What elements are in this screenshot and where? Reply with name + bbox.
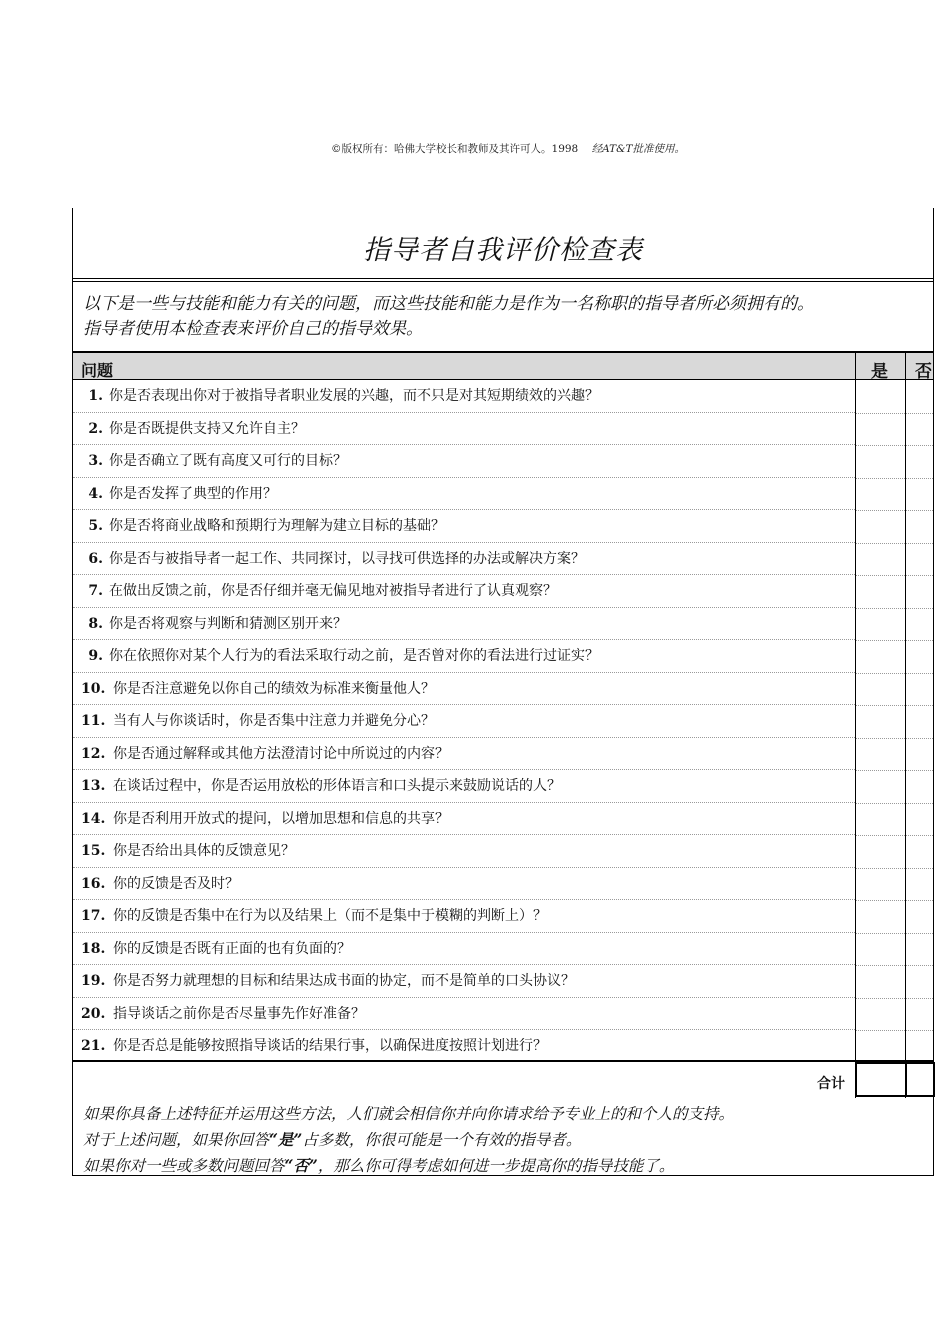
question-row xyxy=(73,608,855,641)
question-number: 13. xyxy=(81,778,106,794)
answer-yes-cell[interactable] xyxy=(856,803,905,837)
checklist-form xyxy=(72,208,934,1176)
question-number: 11. xyxy=(81,713,106,729)
question-text: 你是否努力就理想的目标和结果达成书面的协定，而不是简单的口头协议？ xyxy=(113,973,575,989)
answer-no-cell[interactable] xyxy=(906,608,933,642)
intro-text xyxy=(83,292,923,342)
answer-no-cell[interactable] xyxy=(906,803,933,837)
question-text: 你的反馈是否及时？ xyxy=(113,875,239,892)
question-row xyxy=(73,803,855,836)
answer-yes-cell[interactable] xyxy=(856,478,905,512)
answer-yes-cell[interactable] xyxy=(856,543,905,577)
answer-no-cell[interactable] xyxy=(906,478,933,512)
answer-no-cell[interactable] xyxy=(906,1030,933,1063)
answer-yes-cell[interactable] xyxy=(856,868,905,902)
answer-no-cell[interactable] xyxy=(906,380,933,414)
answer-no-cell[interactable] xyxy=(906,413,933,447)
question-text: 指导谈话之前你是否尽量事先作好准备？ xyxy=(113,1005,365,1022)
intro-line-2: 指导者使用本检查表来评价自己的指导效果。 xyxy=(83,319,423,339)
answer-yes-cell[interactable] xyxy=(856,770,905,804)
approval-text: 经AT&T批准使用。 xyxy=(591,143,685,155)
answer-yes-cell[interactable] xyxy=(856,1030,905,1063)
title-divider xyxy=(73,278,933,282)
form-bottom-edge xyxy=(72,1175,934,1176)
question-text: 你是否既提供支持又允许自主？ xyxy=(109,420,305,437)
answer-yes-cell[interactable] xyxy=(856,445,905,479)
answer-no-cell[interactable] xyxy=(906,510,933,544)
question-number: 21. xyxy=(81,1038,106,1054)
answer-no-cell[interactable] xyxy=(906,900,933,934)
table-header xyxy=(73,353,933,380)
question-text: 你是否表现出你对于被指导者职业发展的兴趣，而不只是对其短期绩效的兴趣？ xyxy=(109,388,599,404)
question-text: 你是否发挥了典型的作用？ xyxy=(109,485,277,502)
question-number: 6. xyxy=(88,550,103,567)
question-text: 你是否将观察与判断和猜测区别开来？ xyxy=(109,615,347,632)
question-number: 9. xyxy=(88,648,103,664)
question-text: 你是否将商业战略和预期行为理解为建立目标的基础？ xyxy=(109,518,445,534)
question-text: 你在依照你对某个人行为的看法采取行动之前，是否曾对你的看法进行过证实？ xyxy=(109,648,599,664)
answer-yes-cell[interactable] xyxy=(856,738,905,772)
question-text: 你是否总是能够按照指导谈话的结果行事，以确保进度按照计划进行？ xyxy=(113,1038,547,1054)
footer-line-1: 如果你具备上述特征并运用这些方法，人们就会相信你并向你请求给予专业上的和个人的支持。 xyxy=(83,1105,735,1123)
page-title: 指导者自我评价检查表 xyxy=(363,235,643,266)
total-label: 合计 xyxy=(817,1076,845,1092)
question-number: 7. xyxy=(88,583,103,599)
question-text: 你是否通过解释或其他方法澄清讨论中所说过的内容？ xyxy=(113,745,449,762)
question-row xyxy=(73,933,855,966)
footer-line-2-c: 占多数，你很可能是一个有效的指导者。 xyxy=(302,1131,582,1149)
footer-yes-emphasis: “是” xyxy=(269,1130,303,1149)
question-row xyxy=(73,998,855,1031)
answer-yes-cell[interactable] xyxy=(856,673,905,707)
question-row xyxy=(73,965,855,998)
question-row xyxy=(73,770,855,803)
question-row xyxy=(73,673,855,706)
question-number: 4. xyxy=(88,485,103,502)
total-yes-box[interactable] xyxy=(855,1062,907,1097)
question-row xyxy=(73,868,855,901)
answer-yes-cell[interactable] xyxy=(856,998,905,1032)
footer-line-3-a: 如果你对一些或多数问题回答 xyxy=(83,1157,285,1175)
total-no-box[interactable] xyxy=(905,1062,935,1097)
question-row xyxy=(73,413,855,446)
question-list xyxy=(73,380,855,1063)
answer-no-cell[interactable] xyxy=(906,868,933,902)
answer-yes-cell[interactable] xyxy=(856,640,905,674)
question-text: 在谈话过程中，你是否运用放松的形体语言和口头提示来鼓励说话的人？ xyxy=(113,778,561,794)
column-header-yes: 是 xyxy=(871,362,888,382)
intro-line-1: 以下是一些与技能和能力有关的问题，而这些技能和能力是作为一名称职的指导者所必须拥有的。 xyxy=(83,294,814,314)
footer-line-3-c: ，那么你可得考虑如何进一步提高你的指导技能了。 xyxy=(317,1157,675,1175)
footer-notes xyxy=(83,1101,923,1179)
question-number: 16. xyxy=(81,875,106,892)
column-header-no: 否 xyxy=(915,362,932,382)
answer-yes-cell[interactable] xyxy=(856,608,905,642)
question-row xyxy=(73,543,855,576)
column-header-question: 问题 xyxy=(81,361,114,380)
answer-no-cell[interactable] xyxy=(906,738,933,772)
question-number: 8. xyxy=(88,615,103,632)
question-row xyxy=(73,640,855,673)
question-text: 你是否确立了既有高度又可行的目标？ xyxy=(109,453,347,469)
question-number: 18. xyxy=(81,940,106,957)
answer-yes-cell[interactable] xyxy=(856,933,905,967)
question-row xyxy=(73,575,855,608)
question-row xyxy=(73,835,855,868)
question-number: 2. xyxy=(88,420,103,437)
answer-no-cell[interactable] xyxy=(906,998,933,1032)
question-row xyxy=(73,380,855,413)
question-number: 10. xyxy=(81,680,106,697)
answer-no-cell[interactable] xyxy=(906,965,933,999)
question-text: 在做出反馈之前，你是否仔细并毫无偏见地对被指导者进行了认真观察？ xyxy=(109,583,557,599)
question-row xyxy=(73,705,855,738)
question-text: 你的反馈是否集中在行为以及结果上（而不是集中于模糊的判断上）？ xyxy=(113,908,547,924)
question-text: 当有人与你谈话时，你是否集中注意力并避免分心？ xyxy=(113,713,435,729)
question-text: 你是否给出具体的反馈意见？ xyxy=(113,843,295,859)
answer-yes-cell[interactable] xyxy=(856,380,905,414)
answer-yes-cell[interactable] xyxy=(856,510,905,544)
question-number: 5. xyxy=(88,518,103,534)
answer-no-cell[interactable] xyxy=(906,835,933,869)
answer-no-cell[interactable] xyxy=(906,705,933,739)
question-text: 你是否利用开放式的提问，以增加思想和信息的共享？ xyxy=(113,810,449,827)
footer-line-2 xyxy=(83,1127,923,1153)
question-number: 17. xyxy=(81,908,106,924)
question-row xyxy=(73,738,855,771)
answer-no-cell[interactable] xyxy=(906,445,933,479)
question-row xyxy=(73,445,855,478)
footer-line-2-a: 对于上述问题，如果你回答 xyxy=(83,1131,270,1149)
answer-yes-cell[interactable] xyxy=(856,575,905,609)
question-number: 3. xyxy=(88,453,103,469)
answer-no-cell[interactable] xyxy=(906,575,933,609)
answer-yes-cell[interactable] xyxy=(856,835,905,869)
footer-no-emphasis: “否” xyxy=(284,1156,318,1175)
question-row xyxy=(73,1030,855,1063)
question-text: 你是否与被指导者一起工作、共同探讨，以寻找可供选择的办法或解决方案？ xyxy=(109,550,585,567)
question-row xyxy=(73,900,855,933)
question-number: 20. xyxy=(81,1005,106,1022)
answer-yes-cell[interactable] xyxy=(856,900,905,934)
answer-no-cell[interactable] xyxy=(906,770,933,804)
question-text: 你是否注意避免以你自己的绩效为标准来衡量他人？ xyxy=(113,680,435,697)
answer-yes-cell[interactable] xyxy=(856,965,905,999)
question-text: 你的反馈是否既有正面的也有负面的？ xyxy=(113,940,351,957)
table-bottom-rule xyxy=(73,1060,933,1062)
copyright-text: ©版权所有：哈佛大学校长和教师及其许可人。1998 xyxy=(331,143,579,155)
answer-no-cell[interactable] xyxy=(906,543,933,577)
copyright-notice xyxy=(0,141,950,156)
question-number: 14. xyxy=(81,810,106,827)
question-number: 15. xyxy=(81,843,106,859)
question-row xyxy=(73,478,855,511)
answer-no-cell[interactable] xyxy=(906,933,933,967)
question-number: 19. xyxy=(81,973,106,989)
question-row xyxy=(73,510,855,543)
answer-yes-cell[interactable] xyxy=(856,705,905,739)
answer-no-cell[interactable] xyxy=(906,640,933,674)
answer-yes-cell[interactable] xyxy=(856,413,905,447)
answer-no-cell[interactable] xyxy=(906,673,933,707)
question-number: 12. xyxy=(81,745,106,762)
question-number: 1. xyxy=(88,388,103,404)
